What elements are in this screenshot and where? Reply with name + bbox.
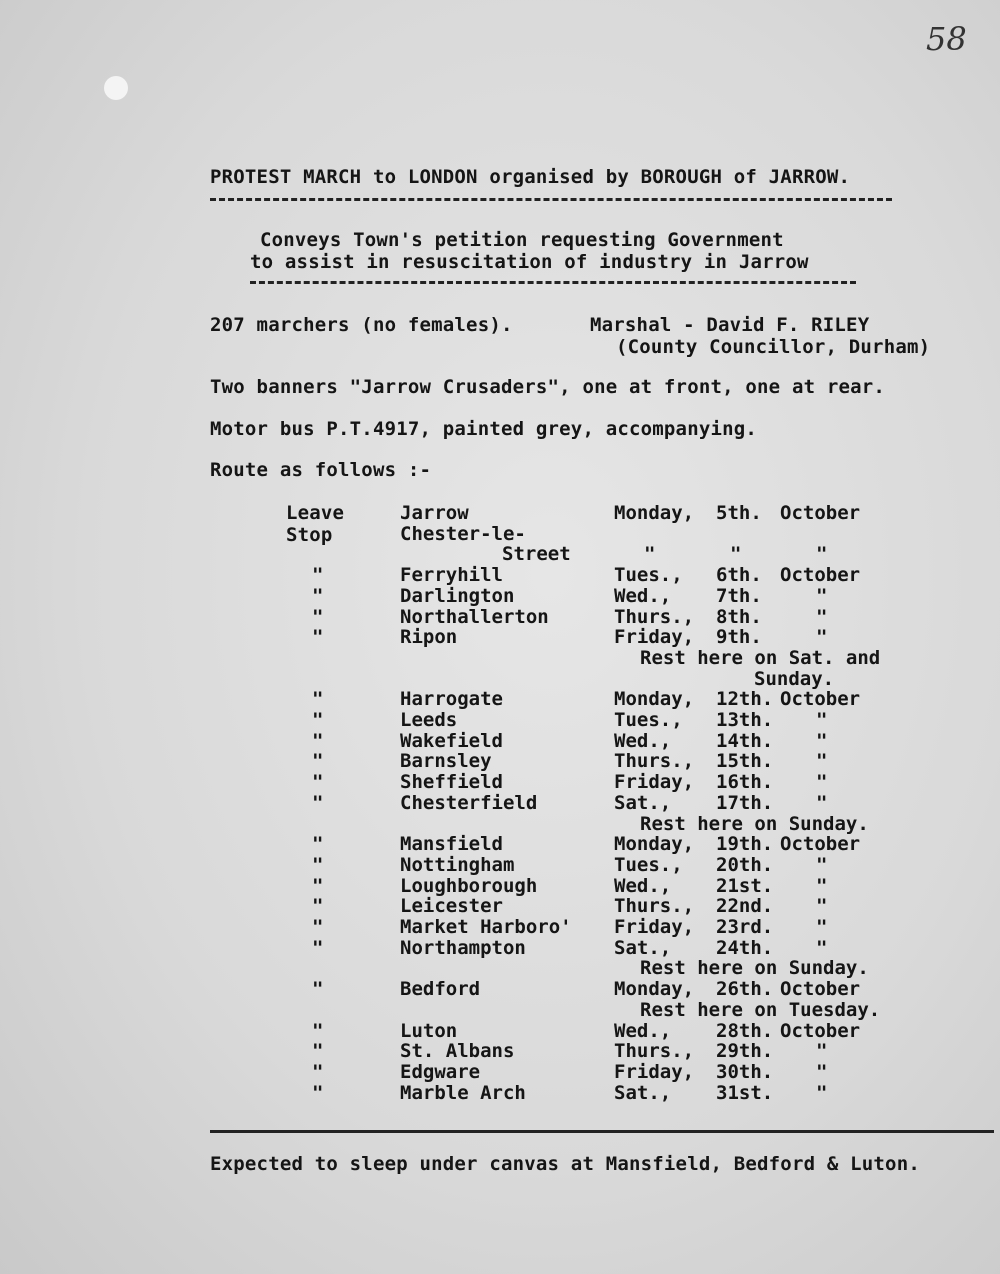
rest-note: Rest here on Sunday. bbox=[640, 812, 869, 835]
stop-day: Friday, bbox=[614, 916, 695, 938]
stop-day: Wed., bbox=[614, 729, 672, 752]
stop-month: " bbox=[816, 543, 828, 566]
stop-date: 9th. bbox=[716, 626, 762, 649]
ditto-leave: " bbox=[312, 1040, 324, 1063]
marshal-title: (County Councillor, Durham) bbox=[616, 336, 931, 358]
stop-date: 24th. bbox=[716, 936, 774, 959]
stop-month: " bbox=[816, 709, 828, 731]
stop-day: Wed., bbox=[614, 874, 672, 897]
stop-place: Northallerton bbox=[400, 605, 549, 628]
stop-place: Mansfield bbox=[400, 833, 503, 856]
stop-month: " bbox=[816, 729, 828, 752]
stop-place: Street bbox=[502, 543, 571, 566]
stop-month: " bbox=[816, 750, 828, 773]
stop-place: Luton bbox=[400, 1019, 458, 1042]
ditto-leave: " bbox=[312, 978, 324, 1001]
stop-date: 5th. bbox=[716, 502, 762, 524]
rest-note: Rest here on Sunday. bbox=[640, 957, 869, 980]
rest-note: Sunday. bbox=[754, 667, 835, 690]
stop-month: " bbox=[816, 771, 828, 794]
stop-date: 31st. bbox=[716, 1081, 774, 1104]
stop-place: Market Harboro' bbox=[400, 916, 572, 938]
ditto-leave: " bbox=[312, 916, 324, 938]
stop-day: Tues., bbox=[614, 564, 683, 587]
stop-place: Bedford bbox=[400, 978, 481, 1001]
ditto-leave: " bbox=[312, 709, 324, 731]
stop-place: Loughborough bbox=[400, 874, 538, 897]
stop-date: 14th. bbox=[716, 729, 774, 752]
stop-date: 16th. bbox=[716, 771, 774, 794]
stop-day: Sat., bbox=[614, 791, 672, 814]
stop-date: 22nd. bbox=[716, 895, 774, 918]
stop-month: " bbox=[816, 874, 828, 897]
subtitle-underline bbox=[250, 281, 856, 284]
bus-line: Motor bus P.T.4917, painted grey, accompanying. bbox=[210, 418, 758, 440]
stop-day: Sat., bbox=[614, 936, 672, 959]
stop-month: " bbox=[816, 895, 828, 918]
ditto-leave: " bbox=[312, 750, 324, 773]
stop-date: 13th. bbox=[716, 709, 774, 731]
stop-day: Wed., bbox=[614, 584, 672, 607]
ditto-leave: " bbox=[312, 895, 324, 918]
stop-place: Northampton bbox=[400, 936, 526, 959]
stop-date: 12th. bbox=[716, 688, 774, 711]
stop-day: Tues., bbox=[614, 709, 683, 731]
stop-month: October bbox=[780, 564, 861, 587]
stop-month: October bbox=[780, 978, 861, 1001]
stop-day: Thurs., bbox=[614, 605, 695, 628]
stop-month: " bbox=[816, 605, 828, 628]
stop-day: Sat., bbox=[614, 1081, 672, 1104]
stop-date: " bbox=[730, 543, 742, 566]
ditto-leave: " bbox=[312, 853, 324, 876]
ditto-leave: " bbox=[312, 833, 324, 856]
stop-place: Chester-le- bbox=[400, 522, 526, 545]
ditto-leave: " bbox=[312, 791, 324, 814]
punch-hole bbox=[104, 76, 128, 100]
stop-day: Monday, bbox=[614, 833, 695, 856]
ditto-leave: " bbox=[312, 605, 324, 628]
stop-date: 28th. bbox=[716, 1019, 774, 1042]
stop-date: 8th. bbox=[716, 605, 762, 628]
stop-place: St. Albans bbox=[400, 1040, 515, 1063]
stop-date: 15th. bbox=[716, 750, 774, 773]
ditto-leave: " bbox=[312, 626, 324, 649]
stop-month: October bbox=[780, 502, 861, 524]
stop-month: " bbox=[816, 853, 828, 876]
stop-place: Leicester bbox=[400, 895, 503, 918]
stop-month: " bbox=[816, 584, 828, 607]
stop-place: Leeds bbox=[400, 709, 458, 731]
stop-place: Wakefield bbox=[400, 729, 503, 752]
title-underline bbox=[210, 198, 892, 201]
ditto-leave: " bbox=[312, 564, 324, 587]
stop-day: Thurs., bbox=[614, 895, 695, 918]
stop-date: 26th. bbox=[716, 978, 774, 1001]
stop-month: " bbox=[816, 791, 828, 814]
stop-date: 6th. bbox=[716, 564, 762, 587]
stop-place: Sheffield bbox=[400, 771, 503, 794]
stop-month: October bbox=[780, 688, 861, 711]
stop-place: Chesterfield bbox=[400, 791, 538, 814]
footer-rule bbox=[210, 1130, 994, 1133]
footer-note: Expected to sleep under canvas at Mansfield, Bedford & Luton. bbox=[210, 1153, 920, 1175]
subtitle-line-1: Conveys Town's petition requesting Government bbox=[260, 229, 784, 251]
stop-date: 30th. bbox=[716, 1060, 774, 1083]
stop-day: Friday, bbox=[614, 771, 695, 794]
stop-month: " bbox=[816, 1040, 828, 1063]
stop-day: Wed., bbox=[614, 1019, 672, 1042]
stop-place: Harrogate bbox=[400, 688, 503, 711]
rest-note: Rest here on Tuesday. bbox=[640, 998, 881, 1021]
stop-day: Tues., bbox=[614, 853, 683, 876]
stop-date: 21st. bbox=[716, 874, 774, 897]
stop-month: October bbox=[780, 1019, 861, 1042]
stop-date: 20th. bbox=[716, 853, 774, 876]
marchers-count: 207 marchers (no females). bbox=[210, 314, 513, 336]
stop-date: 7th. bbox=[716, 584, 762, 607]
ditto-leave: " bbox=[312, 936, 324, 959]
stop-place: Darlington bbox=[400, 584, 515, 607]
stop-date: 17th. bbox=[716, 791, 774, 814]
stop-month: " bbox=[816, 936, 828, 959]
ditto-leave: " bbox=[312, 771, 324, 794]
stop-date: 23rd. bbox=[716, 916, 774, 938]
stop-place: Ripon bbox=[400, 626, 458, 649]
stop-day: Monday, bbox=[614, 502, 695, 524]
ditto-leave: " bbox=[312, 1019, 324, 1042]
stop-day: Friday, bbox=[614, 1060, 695, 1083]
stop-place: Ferryhill bbox=[400, 564, 503, 587]
stop-day: Thurs., bbox=[614, 1040, 695, 1063]
stop-day: Thurs., bbox=[614, 750, 695, 773]
stop-day: " bbox=[644, 543, 656, 566]
ditto-leave: " bbox=[312, 688, 324, 711]
stop-place: Marble Arch bbox=[400, 1081, 526, 1104]
document-title: PROTEST MARCH to LONDON organised by BOROUGH of JARROW. bbox=[210, 166, 851, 188]
ditto-leave: " bbox=[312, 584, 324, 607]
stop-place: Barnsley bbox=[400, 750, 492, 773]
stop-month: " bbox=[816, 916, 828, 938]
ditto-leave: " bbox=[312, 1060, 324, 1083]
stop-date: 19th. bbox=[716, 833, 774, 856]
stop-day: Monday, bbox=[614, 978, 695, 1001]
stop-place: Nottingham bbox=[400, 853, 515, 876]
stop-day: Friday, bbox=[614, 626, 695, 649]
stop-month: October bbox=[780, 833, 861, 856]
ditto-leave: " bbox=[312, 1081, 324, 1104]
stop-place: Jarrow bbox=[400, 502, 469, 524]
rest-note: Rest here on Sat. and bbox=[640, 646, 881, 669]
route-heading: Route as follows :- bbox=[210, 459, 432, 481]
marshal-name: Marshal - David F. RILEY bbox=[590, 314, 870, 336]
stop-month: " bbox=[816, 1060, 828, 1083]
stop-month: " bbox=[816, 1081, 828, 1104]
stop-place: Edgware bbox=[400, 1060, 481, 1083]
col-header-leave: Leave bbox=[286, 502, 345, 524]
page-number: 58 bbox=[926, 20, 967, 58]
banners-line: Two banners "Jarrow Crusaders", one at front, one at rear. bbox=[210, 376, 886, 398]
stop-day: Monday, bbox=[614, 688, 695, 711]
col-header-stop: Stop bbox=[286, 524, 333, 546]
stop-date: 29th. bbox=[716, 1040, 774, 1063]
stop-month: " bbox=[816, 626, 828, 649]
ditto-leave: " bbox=[312, 874, 324, 897]
subtitle-line-2: to assist in resuscitation of industry in Jarrow bbox=[250, 251, 809, 273]
ditto-leave: " bbox=[312, 729, 324, 752]
